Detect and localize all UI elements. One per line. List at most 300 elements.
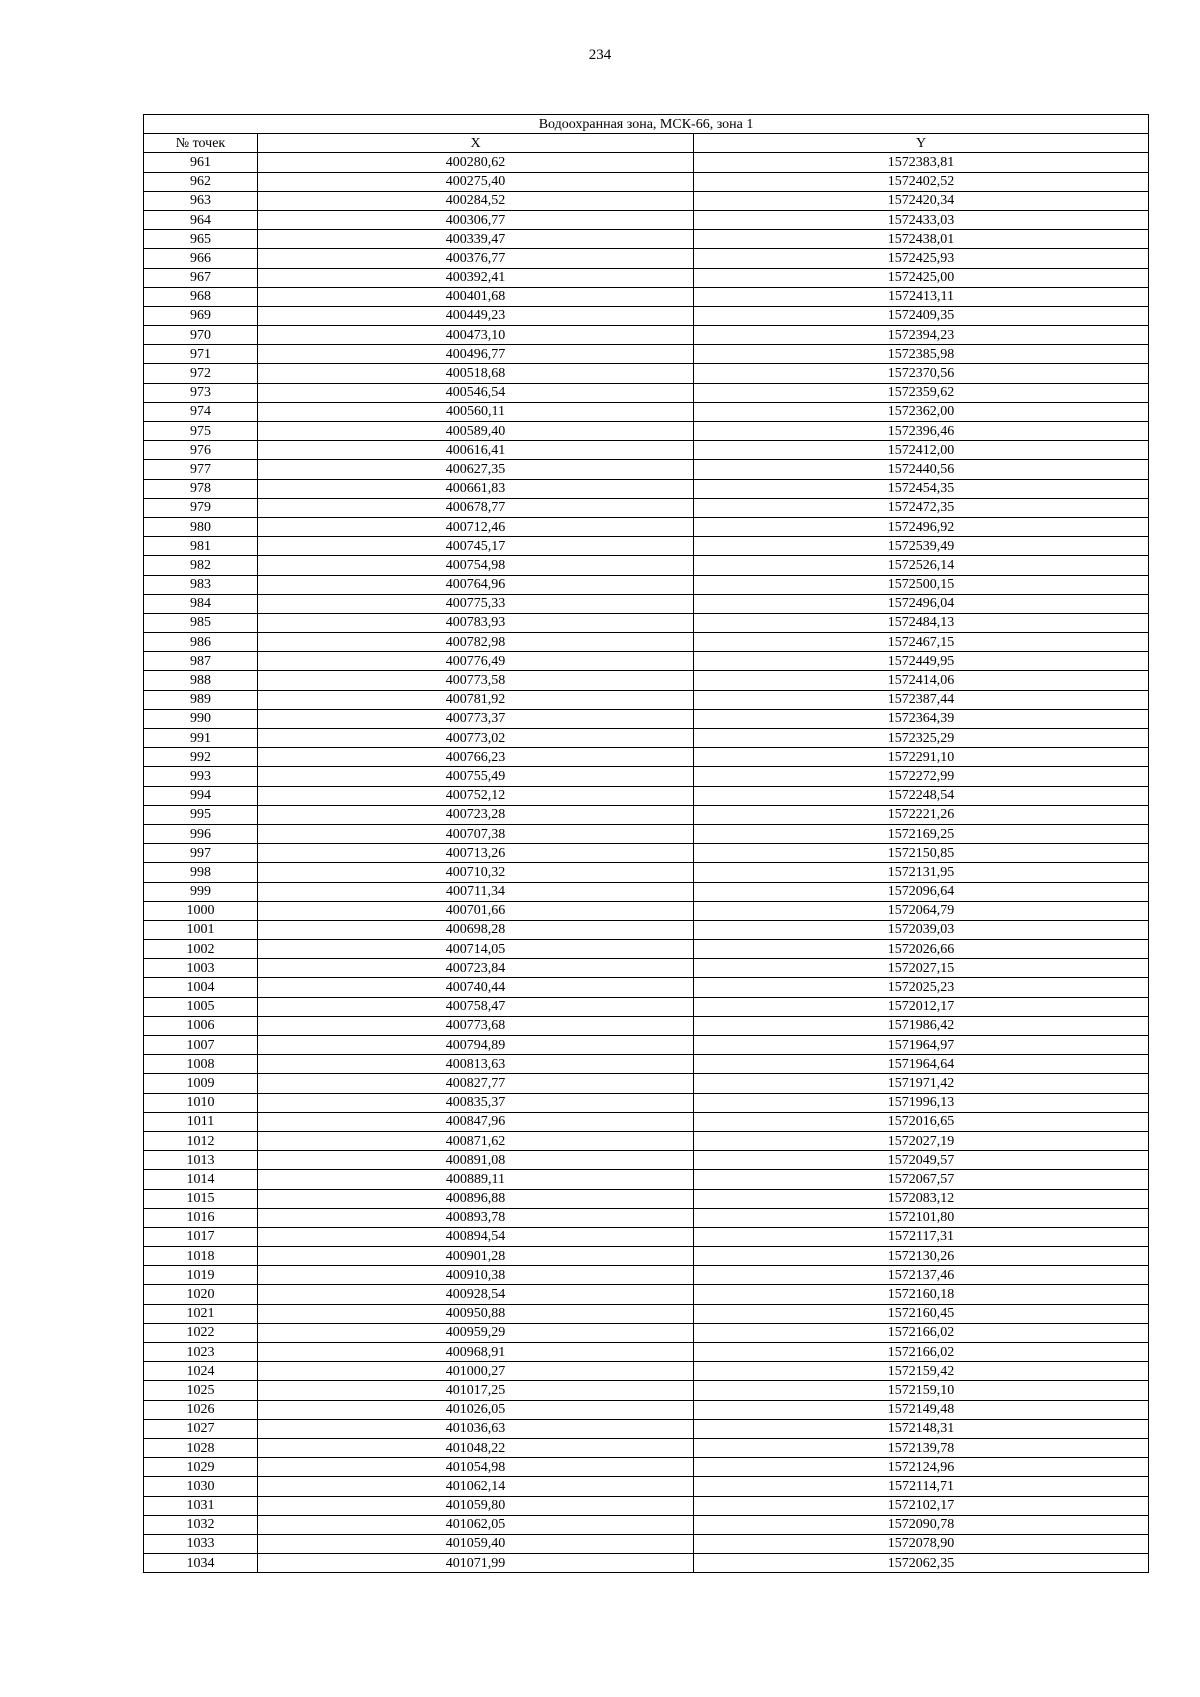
point-number-cell: 992 — [144, 748, 258, 767]
y-coordinate-cell: 1572539,49 — [694, 537, 1149, 556]
y-coordinate-cell: 1572484,13 — [694, 613, 1149, 632]
table-row — [144, 402, 1149, 421]
x-coordinate-cell: 400275,40 — [258, 172, 694, 191]
y-coordinate-cell: 1572396,46 — [694, 422, 1149, 441]
point-number-cell: 1030 — [144, 1477, 258, 1496]
y-coordinate-cell: 1572472,35 — [694, 498, 1149, 517]
point-number-cell: 997 — [144, 844, 258, 863]
point-number-cell: 996 — [144, 824, 258, 843]
table-row — [144, 1400, 1149, 1419]
x-coordinate-cell: 400284,52 — [258, 191, 694, 210]
table-row — [144, 1304, 1149, 1323]
table-header-row — [144, 134, 1149, 153]
x-coordinate-cell: 400707,38 — [258, 824, 694, 843]
table-row — [144, 613, 1149, 632]
point-number-cell: 991 — [144, 729, 258, 748]
x-coordinate-cell: 400766,23 — [258, 748, 694, 767]
table-row — [144, 1496, 1149, 1515]
x-coordinate-cell: 400740,44 — [258, 978, 694, 997]
x-coordinate-cell: 400783,93 — [258, 613, 694, 632]
point-number-cell: 1009 — [144, 1074, 258, 1093]
table-row — [144, 268, 1149, 287]
x-coordinate-cell: 400698,28 — [258, 920, 694, 939]
y-coordinate-cell: 1572291,10 — [694, 748, 1149, 767]
x-coordinate-cell: 400901,28 — [258, 1247, 694, 1266]
point-number-cell: 989 — [144, 690, 258, 709]
x-coordinate-cell: 400891,08 — [258, 1151, 694, 1170]
x-coordinate-cell: 400712,46 — [258, 517, 694, 536]
table-row — [144, 1151, 1149, 1170]
y-coordinate-cell: 1572049,57 — [694, 1151, 1149, 1170]
y-coordinate-cell: 1571971,42 — [694, 1074, 1149, 1093]
x-coordinate-cell: 400616,41 — [258, 441, 694, 460]
x-coordinate-cell: 401026,05 — [258, 1400, 694, 1419]
point-number-cell: 1016 — [144, 1208, 258, 1227]
table-row — [144, 1381, 1149, 1400]
y-coordinate-cell: 1572409,35 — [694, 306, 1149, 325]
table-row — [144, 326, 1149, 345]
x-coordinate-cell: 400661,83 — [258, 479, 694, 498]
y-coordinate-cell: 1572102,17 — [694, 1496, 1149, 1515]
x-coordinate-cell: 400813,63 — [258, 1055, 694, 1074]
table-row — [144, 748, 1149, 767]
point-number-cell: 966 — [144, 249, 258, 268]
table-row — [144, 1227, 1149, 1246]
y-coordinate-cell: 1572117,31 — [694, 1227, 1149, 1246]
x-coordinate-cell: 401054,98 — [258, 1458, 694, 1477]
column-header-x: X — [258, 134, 694, 153]
x-coordinate-cell: 400889,11 — [258, 1170, 694, 1189]
y-coordinate-cell: 1572248,54 — [694, 786, 1149, 805]
x-coordinate-cell: 400401,68 — [258, 287, 694, 306]
y-coordinate-cell: 1572500,15 — [694, 575, 1149, 594]
table-row — [144, 364, 1149, 383]
table-row — [144, 1285, 1149, 1304]
table-row — [144, 460, 1149, 479]
x-coordinate-cell: 400782,98 — [258, 633, 694, 652]
y-coordinate-cell: 1572083,12 — [694, 1189, 1149, 1208]
y-coordinate-cell: 1572433,03 — [694, 210, 1149, 229]
y-coordinate-cell: 1572414,06 — [694, 671, 1149, 690]
x-coordinate-cell: 401036,63 — [258, 1419, 694, 1438]
x-coordinate-cell: 400827,77 — [258, 1074, 694, 1093]
point-number-cell: 984 — [144, 594, 258, 613]
table-row — [144, 805, 1149, 824]
table-row — [144, 537, 1149, 556]
x-coordinate-cell: 400589,40 — [258, 422, 694, 441]
x-coordinate-cell: 401071,99 — [258, 1554, 694, 1573]
x-coordinate-cell: 400959,29 — [258, 1323, 694, 1342]
table-row — [144, 249, 1149, 268]
x-coordinate-cell: 400339,47 — [258, 230, 694, 249]
x-coordinate-cell: 401062,05 — [258, 1515, 694, 1534]
table-row — [144, 191, 1149, 210]
x-coordinate-cell: 400280,62 — [258, 153, 694, 172]
table-row — [144, 767, 1149, 786]
table-title: Водоохранная зона, МСК-66, зона 1 — [144, 115, 1149, 134]
table-row — [144, 709, 1149, 728]
point-number-cell: 986 — [144, 633, 258, 652]
y-coordinate-cell: 1572383,81 — [694, 153, 1149, 172]
x-coordinate-cell: 400473,10 — [258, 326, 694, 345]
table-row — [144, 1515, 1149, 1534]
point-number-cell: 1018 — [144, 1247, 258, 1266]
y-coordinate-cell: 1572139,78 — [694, 1438, 1149, 1457]
point-number-cell: 968 — [144, 287, 258, 306]
y-coordinate-cell: 1572130,26 — [694, 1247, 1149, 1266]
table-row — [144, 844, 1149, 863]
point-number-cell: 1012 — [144, 1131, 258, 1150]
x-coordinate-cell: 400376,77 — [258, 249, 694, 268]
y-coordinate-cell: 1572124,96 — [694, 1458, 1149, 1477]
point-number-cell: 1010 — [144, 1093, 258, 1112]
x-coordinate-cell: 400775,33 — [258, 594, 694, 613]
x-coordinate-cell: 400754,98 — [258, 556, 694, 575]
y-coordinate-cell: 1572166,02 — [694, 1323, 1149, 1342]
y-coordinate-cell: 1572496,04 — [694, 594, 1149, 613]
y-coordinate-cell: 1572025,23 — [694, 978, 1149, 997]
x-coordinate-cell: 400896,88 — [258, 1189, 694, 1208]
point-number-cell: 1005 — [144, 997, 258, 1016]
y-coordinate-cell: 1572160,18 — [694, 1285, 1149, 1304]
x-coordinate-cell: 401062,14 — [258, 1477, 694, 1496]
table-row — [144, 1534, 1149, 1553]
x-coordinate-cell: 400752,12 — [258, 786, 694, 805]
table-row — [144, 422, 1149, 441]
x-coordinate-cell: 400745,17 — [258, 537, 694, 556]
x-coordinate-cell: 400714,05 — [258, 940, 694, 959]
y-coordinate-cell: 1572526,14 — [694, 556, 1149, 575]
point-number-cell: 964 — [144, 210, 258, 229]
y-coordinate-cell: 1572370,56 — [694, 364, 1149, 383]
point-number-cell: 981 — [144, 537, 258, 556]
point-number-cell: 1017 — [144, 1227, 258, 1246]
y-coordinate-cell: 1572114,71 — [694, 1477, 1149, 1496]
point-number-cell: 1025 — [144, 1381, 258, 1400]
y-coordinate-cell: 1572413,11 — [694, 287, 1149, 306]
table-row — [144, 671, 1149, 690]
y-coordinate-cell: 1572150,85 — [694, 844, 1149, 863]
x-coordinate-cell: 400871,62 — [258, 1131, 694, 1150]
y-coordinate-cell: 1572454,35 — [694, 479, 1149, 498]
point-number-cell: 1008 — [144, 1055, 258, 1074]
y-coordinate-cell: 1572425,93 — [694, 249, 1149, 268]
table-row — [144, 863, 1149, 882]
point-number-cell: 990 — [144, 709, 258, 728]
point-number-cell: 967 — [144, 268, 258, 287]
y-coordinate-cell: 1572385,98 — [694, 345, 1149, 364]
x-coordinate-cell: 400893,78 — [258, 1208, 694, 1227]
y-coordinate-cell: 1572412,00 — [694, 441, 1149, 460]
x-coordinate-cell: 401000,27 — [258, 1362, 694, 1381]
x-coordinate-cell: 400950,88 — [258, 1304, 694, 1323]
table-row — [144, 824, 1149, 843]
x-coordinate-cell: 400713,26 — [258, 844, 694, 863]
x-coordinate-cell: 400758,47 — [258, 997, 694, 1016]
point-number-cell: 1032 — [144, 1515, 258, 1534]
point-number-cell: 1004 — [144, 978, 258, 997]
y-coordinate-cell: 1572039,03 — [694, 920, 1149, 939]
point-number-cell: 965 — [144, 230, 258, 249]
table-row — [144, 287, 1149, 306]
point-number-cell: 974 — [144, 402, 258, 421]
y-coordinate-cell: 1572067,57 — [694, 1170, 1149, 1189]
table-row — [144, 1170, 1149, 1189]
point-number-cell: 993 — [144, 767, 258, 786]
x-coordinate-cell: 400928,54 — [258, 1285, 694, 1304]
table-row — [144, 1093, 1149, 1112]
table-row — [144, 652, 1149, 671]
point-number-cell: 1033 — [144, 1534, 258, 1553]
y-coordinate-cell: 1572467,15 — [694, 633, 1149, 652]
x-coordinate-cell: 400306,77 — [258, 210, 694, 229]
table-row — [144, 498, 1149, 517]
y-coordinate-cell: 1572160,45 — [694, 1304, 1149, 1323]
point-number-cell: 962 — [144, 172, 258, 191]
table-row — [144, 959, 1149, 978]
x-coordinate-cell: 400794,89 — [258, 1036, 694, 1055]
point-number-cell: 1019 — [144, 1266, 258, 1285]
x-coordinate-cell: 400847,96 — [258, 1112, 694, 1131]
column-header-point-number: № точек — [144, 134, 258, 153]
y-coordinate-cell: 1572440,56 — [694, 460, 1149, 479]
x-coordinate-cell: 401048,22 — [258, 1438, 694, 1457]
x-coordinate-cell: 400755,49 — [258, 767, 694, 786]
x-coordinate-cell: 401059,40 — [258, 1534, 694, 1553]
x-coordinate-cell: 400518,68 — [258, 364, 694, 383]
x-coordinate-cell: 400701,66 — [258, 901, 694, 920]
point-number-cell: 1028 — [144, 1438, 258, 1457]
x-coordinate-cell: 400764,96 — [258, 575, 694, 594]
x-coordinate-cell: 400910,38 — [258, 1266, 694, 1285]
y-coordinate-cell: 1572420,34 — [694, 191, 1149, 210]
y-coordinate-cell: 1572402,52 — [694, 172, 1149, 191]
x-coordinate-cell: 400627,35 — [258, 460, 694, 479]
table-row — [144, 1419, 1149, 1438]
y-coordinate-cell: 1571986,42 — [694, 1016, 1149, 1035]
point-number-cell: 979 — [144, 498, 258, 517]
table-row — [144, 633, 1149, 652]
table-row — [144, 1323, 1149, 1342]
table-row — [144, 1112, 1149, 1131]
table-title-row — [144, 115, 1149, 134]
point-number-cell: 1034 — [144, 1554, 258, 1573]
table-row — [144, 1074, 1149, 1093]
point-number-cell: 1020 — [144, 1285, 258, 1304]
x-coordinate-cell: 400781,92 — [258, 690, 694, 709]
y-coordinate-cell: 1572064,79 — [694, 901, 1149, 920]
table-row — [144, 1458, 1149, 1477]
table-row — [144, 345, 1149, 364]
x-coordinate-cell: 400546,54 — [258, 383, 694, 402]
table-row — [144, 479, 1149, 498]
table-row — [144, 1189, 1149, 1208]
point-number-cell: 994 — [144, 786, 258, 805]
table-row — [144, 997, 1149, 1016]
table-row — [144, 383, 1149, 402]
point-number-cell: 963 — [144, 191, 258, 210]
y-coordinate-cell: 1572394,23 — [694, 326, 1149, 345]
y-coordinate-cell: 1572449,95 — [694, 652, 1149, 671]
point-number-cell: 998 — [144, 863, 258, 882]
table-row — [144, 1016, 1149, 1035]
x-coordinate-cell: 400723,84 — [258, 959, 694, 978]
point-number-cell: 1003 — [144, 959, 258, 978]
table-row — [144, 575, 1149, 594]
point-number-cell: 978 — [144, 479, 258, 498]
y-coordinate-cell: 1572325,29 — [694, 729, 1149, 748]
point-number-cell: 1024 — [144, 1362, 258, 1381]
y-coordinate-cell: 1572362,00 — [694, 402, 1149, 421]
x-coordinate-cell: 400835,37 — [258, 1093, 694, 1112]
x-coordinate-cell: 400968,91 — [258, 1343, 694, 1362]
column-header-y: Y — [694, 134, 1149, 153]
table-row — [144, 1266, 1149, 1285]
point-number-cell: 1027 — [144, 1419, 258, 1438]
point-number-cell: 1022 — [144, 1323, 258, 1342]
table-row — [144, 940, 1149, 959]
y-coordinate-cell: 1572131,95 — [694, 863, 1149, 882]
point-number-cell: 1026 — [144, 1400, 258, 1419]
point-number-cell: 1002 — [144, 940, 258, 959]
point-number-cell: 972 — [144, 364, 258, 383]
point-number-cell: 975 — [144, 422, 258, 441]
point-number-cell: 987 — [144, 652, 258, 671]
y-coordinate-cell: 1572149,48 — [694, 1400, 1149, 1419]
y-coordinate-cell: 1572272,99 — [694, 767, 1149, 786]
point-number-cell: 971 — [144, 345, 258, 364]
table-row — [144, 441, 1149, 460]
y-coordinate-cell: 1572387,44 — [694, 690, 1149, 709]
point-number-cell: 1023 — [144, 1343, 258, 1362]
x-coordinate-cell: 400894,54 — [258, 1227, 694, 1246]
table-row — [144, 517, 1149, 536]
table-row — [144, 1036, 1149, 1055]
point-number-cell: 982 — [144, 556, 258, 575]
x-coordinate-cell: 400496,77 — [258, 345, 694, 364]
point-number-cell: 1000 — [144, 901, 258, 920]
y-coordinate-cell: 1572026,66 — [694, 940, 1149, 959]
table-row — [144, 729, 1149, 748]
table-row — [144, 230, 1149, 249]
table-row — [144, 306, 1149, 325]
point-number-cell: 1001 — [144, 920, 258, 939]
y-coordinate-cell: 1572159,10 — [694, 1381, 1149, 1400]
y-coordinate-cell: 1572062,35 — [694, 1554, 1149, 1573]
x-coordinate-cell: 400773,37 — [258, 709, 694, 728]
table-row — [144, 210, 1149, 229]
table-row — [144, 882, 1149, 901]
point-number-cell: 1013 — [144, 1151, 258, 1170]
y-coordinate-cell: 1572096,64 — [694, 882, 1149, 901]
table-row — [144, 1247, 1149, 1266]
y-coordinate-cell: 1571964,97 — [694, 1036, 1149, 1055]
point-number-cell: 1015 — [144, 1189, 258, 1208]
point-number-cell: 1031 — [144, 1496, 258, 1515]
x-coordinate-cell: 401017,25 — [258, 1381, 694, 1400]
y-coordinate-cell: 1572090,78 — [694, 1515, 1149, 1534]
point-number-cell: 970 — [144, 326, 258, 345]
table-row — [144, 920, 1149, 939]
table-row — [144, 1554, 1149, 1573]
table-row — [144, 1477, 1149, 1496]
table-row — [144, 1362, 1149, 1381]
point-number-cell: 1007 — [144, 1036, 258, 1055]
point-number-cell: 995 — [144, 805, 258, 824]
y-coordinate-cell: 1572137,46 — [694, 1266, 1149, 1285]
y-coordinate-cell: 1572078,90 — [694, 1534, 1149, 1553]
table-row — [144, 1131, 1149, 1150]
y-coordinate-cell: 1572027,15 — [694, 959, 1149, 978]
x-coordinate-cell: 400392,41 — [258, 268, 694, 287]
point-number-cell: 977 — [144, 460, 258, 479]
y-coordinate-cell: 1571996,13 — [694, 1093, 1149, 1112]
table-row — [144, 153, 1149, 172]
x-coordinate-cell: 400723,28 — [258, 805, 694, 824]
x-coordinate-cell: 400773,68 — [258, 1016, 694, 1035]
table-row — [144, 172, 1149, 191]
coordinates-table — [143, 114, 1149, 1573]
y-coordinate-cell: 1572166,02 — [694, 1343, 1149, 1362]
y-coordinate-cell: 1572012,17 — [694, 997, 1149, 1016]
y-coordinate-cell: 1572425,00 — [694, 268, 1149, 287]
x-coordinate-cell: 400560,11 — [258, 402, 694, 421]
y-coordinate-cell: 1572364,39 — [694, 709, 1149, 728]
table-row — [144, 1438, 1149, 1457]
y-coordinate-cell: 1572438,01 — [694, 230, 1149, 249]
y-coordinate-cell: 1572148,31 — [694, 1419, 1149, 1438]
point-number-cell: 985 — [144, 613, 258, 632]
table-row — [144, 1343, 1149, 1362]
table-row — [144, 594, 1149, 613]
table-row — [144, 978, 1149, 997]
x-coordinate-cell: 400773,58 — [258, 671, 694, 690]
y-coordinate-cell: 1572101,80 — [694, 1208, 1149, 1227]
y-coordinate-cell: 1572159,42 — [694, 1362, 1149, 1381]
x-coordinate-cell: 401059,80 — [258, 1496, 694, 1515]
page-number: 234 — [588, 47, 612, 63]
point-number-cell: 988 — [144, 671, 258, 690]
table-row — [144, 1208, 1149, 1227]
x-coordinate-cell: 400449,23 — [258, 306, 694, 325]
point-number-cell: 999 — [144, 882, 258, 901]
point-number-cell: 983 — [144, 575, 258, 594]
point-number-cell: 1006 — [144, 1016, 258, 1035]
y-coordinate-cell: 1572016,65 — [694, 1112, 1149, 1131]
y-coordinate-cell: 1572496,92 — [694, 517, 1149, 536]
point-number-cell: 1021 — [144, 1304, 258, 1323]
point-number-cell: 969 — [144, 306, 258, 325]
point-number-cell: 976 — [144, 441, 258, 460]
y-coordinate-cell: 1572221,26 — [694, 805, 1149, 824]
table-row — [144, 901, 1149, 920]
y-coordinate-cell: 1572027,19 — [694, 1131, 1149, 1150]
x-coordinate-cell: 400710,32 — [258, 863, 694, 882]
point-number-cell: 980 — [144, 517, 258, 536]
y-coordinate-cell: 1571964,64 — [694, 1055, 1149, 1074]
x-coordinate-cell: 400678,77 — [258, 498, 694, 517]
table-row — [144, 556, 1149, 575]
x-coordinate-cell: 400773,02 — [258, 729, 694, 748]
table-row — [144, 786, 1149, 805]
point-number-cell: 1014 — [144, 1170, 258, 1189]
point-number-cell: 961 — [144, 153, 258, 172]
table-body — [144, 153, 1149, 1573]
x-coordinate-cell: 400711,34 — [258, 882, 694, 901]
y-coordinate-cell: 1572169,25 — [694, 824, 1149, 843]
point-number-cell: 1011 — [144, 1112, 258, 1131]
table-row — [144, 690, 1149, 709]
